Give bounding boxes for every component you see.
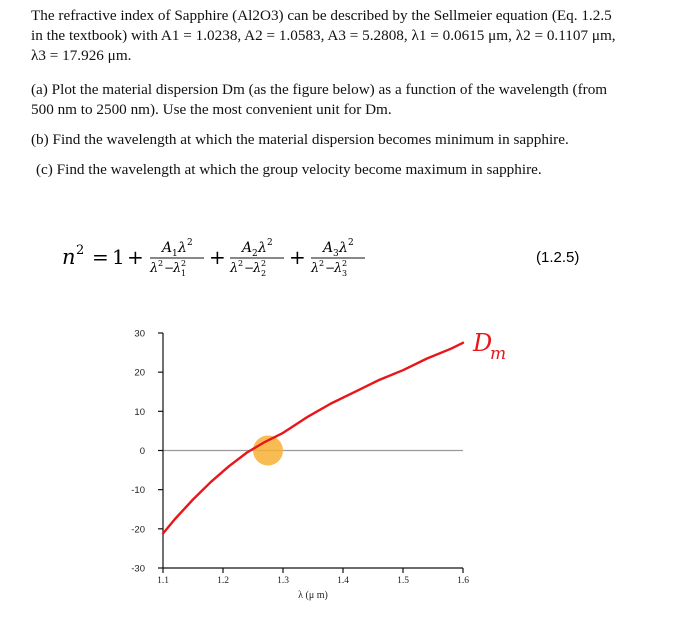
chart-axis-layer (158, 333, 463, 573)
eq-number: (1.2.5) (536, 249, 580, 266)
eq-term-3-den-lam-i-sq: 2 (342, 259, 348, 268)
y-tick-label: -20 (131, 524, 145, 536)
eq-equals: = (92, 245, 109, 269)
eq-term-1-A-sub: 1 (172, 249, 178, 259)
part-a (31, 80, 651, 120)
eq-term-1-den-lam-i: λ (173, 261, 182, 276)
eq-term-3-den-minus: − (325, 261, 336, 275)
problem-intro (31, 6, 651, 66)
eq-term-2-lam: λ (258, 240, 267, 256)
eq-term-1 (149, 238, 204, 278)
eq-term-3-A: A (323, 240, 334, 256)
eq-plus-3: + (289, 245, 306, 269)
eq-term-1-den-lam-i-sub: 1 (181, 269, 187, 278)
part-b: (b) Find the wavelength at which the material dispersion becomes minimum in sapphire. (31, 131, 569, 148)
eq-term-2-den-lam-i-sq: 2 (261, 259, 267, 268)
eq-term-3-den-lam-i: λ (334, 261, 343, 276)
x-tick-label: 1.3 (277, 576, 289, 586)
eq-term-3-A-sub: 3 (333, 249, 339, 259)
eq-term-3-lam: λ (339, 240, 348, 256)
eq-term-2-den-lam-i-sub: 2 (261, 269, 267, 278)
y-tick-label: 30 (134, 328, 145, 340)
eq-lhs-exp: 2 (76, 243, 85, 258)
eq-term-2-A: A (242, 240, 253, 256)
eq-term-2-den-lam-i: λ (253, 261, 262, 276)
x-tick-label: 1.6 (457, 576, 469, 586)
chart-label-layer (131, 329, 506, 602)
series-line-dm (163, 343, 463, 534)
part-a-line-2: 500 nm to 2500 nm). Use the most convenient unit for Dm. (31, 101, 392, 118)
chart-series-layer (163, 343, 463, 534)
eq-term-3-den-lam: λ (311, 261, 320, 276)
eq-term-3 (310, 238, 365, 278)
eq-plus-1: + (127, 245, 144, 269)
x-tick-label: 1.4 (337, 576, 349, 586)
eq-one: 1 (112, 245, 125, 269)
series-label-dm-sub: m (490, 343, 507, 364)
eq-term-1-den-lam: λ (150, 261, 159, 276)
eq-term-3-den-sq: 2 (319, 259, 325, 268)
eq-term-1-lam: λ (178, 240, 187, 256)
y-tick-label: -30 (131, 563, 145, 575)
dispersion-chart (0, 315, 673, 618)
eq-term-2-den-lam: λ (230, 261, 239, 276)
eq-term-1-den-lam-i-sq: 2 (181, 259, 187, 268)
x-tick-label: 1.5 (397, 576, 409, 586)
eq-term-2-sq: 2 (267, 238, 273, 248)
eq-term-2 (229, 238, 284, 278)
eq-term-3-sq: 2 (348, 238, 354, 248)
intro-line-2: in the textbook) with A1 = 1.0238, A2 = 1.0583, A3 = 5.2808, λ1 = 0.0615 μm, λ2 = 0.1107 μm, (31, 27, 616, 44)
eq-term-1-sq: 2 (187, 238, 193, 248)
eq-term-2-den-sq: 2 (238, 259, 244, 268)
intro-line-3: λ3 = 17.926 μm. (31, 47, 132, 64)
intro-line-1: The refractive index of Sapphire (Al2O3) can be described by the Sellmeier equation (Eq. 1.2.5 (31, 7, 612, 24)
eq-term-2-den-minus: − (244, 261, 255, 275)
x-tick-label: 1.1 (157, 576, 169, 586)
y-tick-label: 10 (134, 406, 145, 418)
sellmeier-equation (0, 225, 673, 285)
eq-term-3-den-lam-i-sub: 3 (342, 269, 348, 278)
part-c: (c) Find the wavelength at which the group velocity become maximum in sapphire. (36, 161, 542, 178)
eq-plus-2: + (209, 245, 226, 269)
x-tick-label: 1.2 (217, 576, 229, 586)
x-axis-label: λ (μ m) (298, 590, 328, 601)
eq-term-1-A: A (162, 240, 173, 256)
y-tick-label: -10 (131, 485, 145, 497)
eq-term-2-A-sub: 2 (252, 249, 258, 259)
eq-lhs-var: n (62, 245, 76, 269)
y-tick-label: 0 (139, 446, 145, 457)
eq-term-1-den-sq: 2 (158, 259, 164, 268)
eq-term-1-den-minus: − (164, 261, 175, 275)
part-a-line-1: (a) Plot the material dispersion Dm (as the figure below) as a function of the wavelength (from (31, 81, 608, 98)
series-label-dm: D (473, 328, 493, 357)
y-tick-label: 20 (134, 367, 145, 379)
